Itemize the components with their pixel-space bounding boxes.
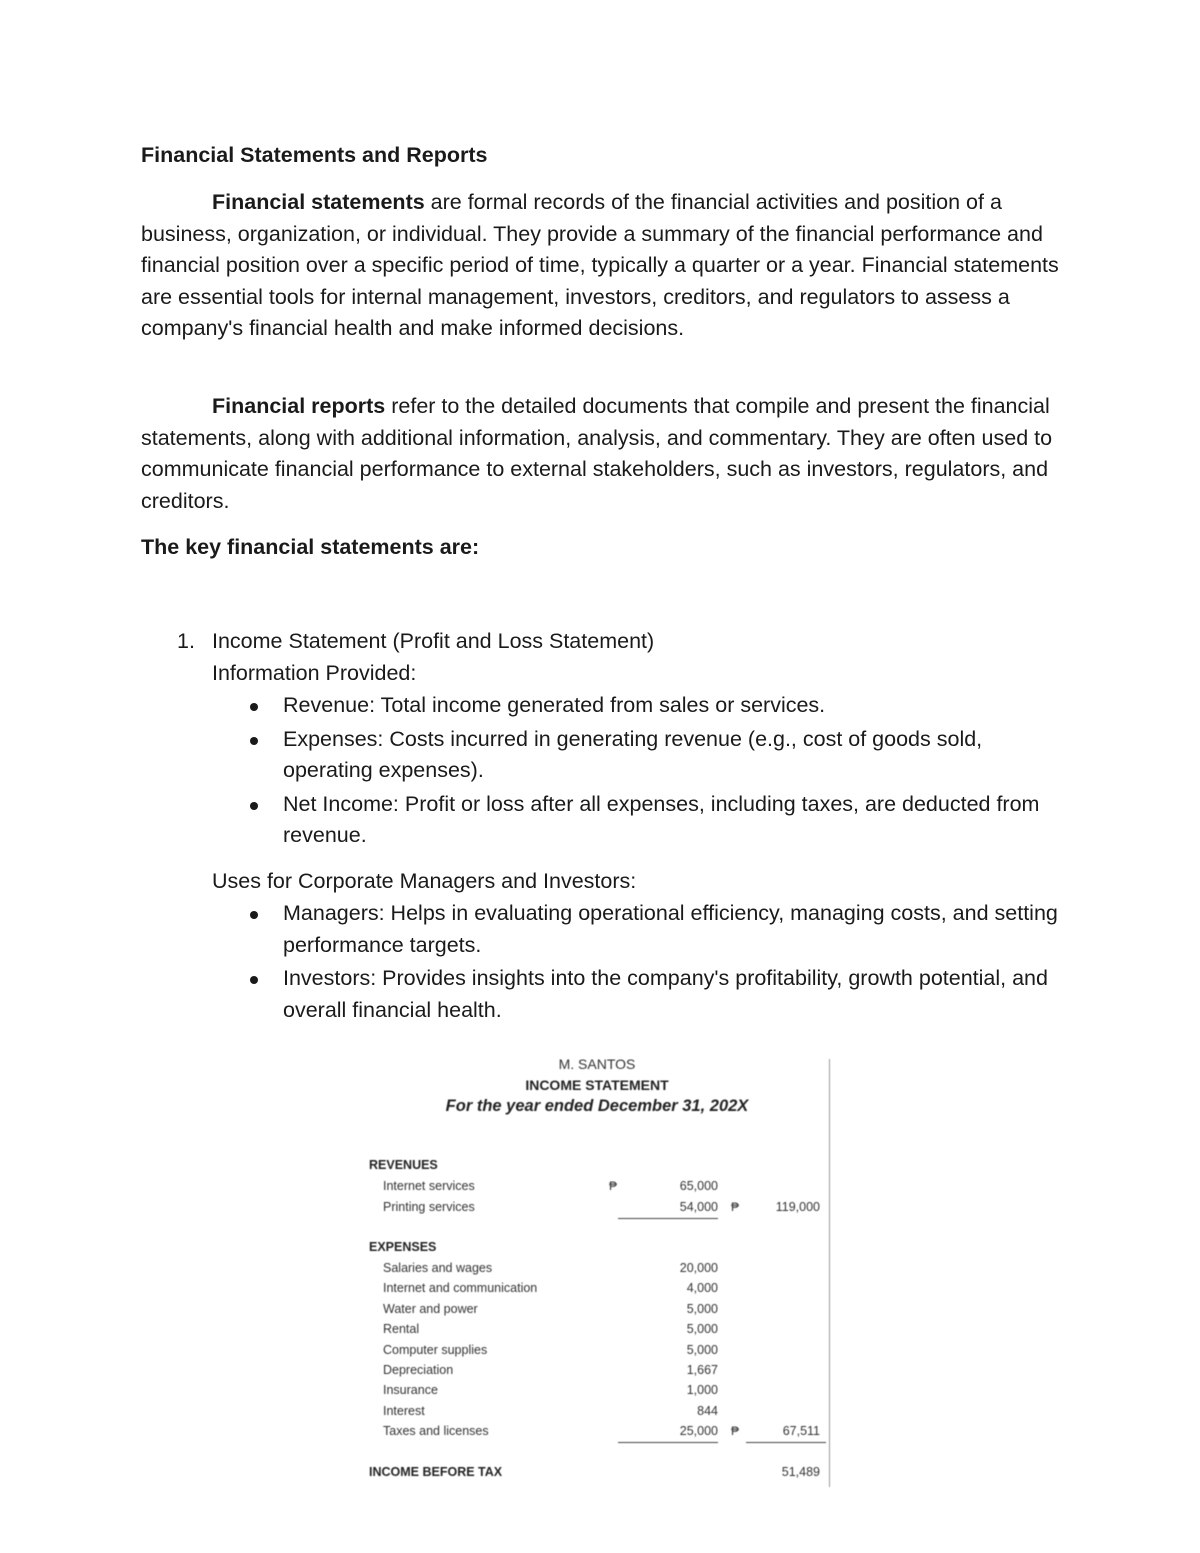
revenues-heading: REVENUES — [369, 1158, 438, 1172]
list-item — [212, 898, 1071, 961]
expense-amount: 1,000 — [686, 1383, 718, 1397]
expense-label: Internet and communication — [383, 1281, 538, 1295]
bullet-text: Expenses: Costs incurred in generating revenue (e.g., cost of goods sold, operating expenses). — [283, 726, 983, 782]
expense-label: Salaries and wages — [383, 1261, 493, 1275]
expense-label: Computer supplies — [383, 1343, 488, 1357]
bullet-text: Revenue: Total income generated from sales or services. — [283, 693, 826, 717]
list-item-title: Income Statement (Profit and Loss Statement) — [212, 629, 655, 653]
bullet-icon — [250, 703, 258, 711]
bullet-text: Managers: Helps in evaluating operational efficiency, managing costs, and setting performance targets. — [283, 901, 1058, 957]
expense-amount: 5,000 — [686, 1343, 718, 1357]
revenue-label: Internet services — [383, 1179, 475, 1193]
info-bullets — [212, 690, 1071, 852]
expense-label: Interest — [383, 1404, 425, 1418]
expense-label: Insurance — [383, 1383, 438, 1397]
company-name: M. SANTOS — [558, 1056, 636, 1072]
expenses-total: 67,511 — [782, 1424, 820, 1438]
revenue-amount: 54,000 — [679, 1200, 718, 1214]
list-item — [212, 963, 1071, 1026]
bullet-icon — [250, 976, 258, 984]
expense-amount: 4,000 — [686, 1281, 718, 1295]
revenues-total: 119,000 — [775, 1200, 820, 1214]
term-financial-reports: Financial reports — [212, 394, 386, 418]
expense-amount: 844 — [697, 1404, 718, 1418]
income-before-tax-amount: 51,489 — [781, 1465, 820, 1479]
document-title: Financial Statements and Reports — [141, 143, 488, 167]
list-item — [212, 789, 1071, 852]
list-number: 1. — [177, 629, 195, 653]
list-item — [212, 724, 1071, 787]
bullet-text: Investors: Provides insights into the company's profitability, growth potential, and overall financial health. — [283, 966, 1048, 1022]
image-border — [829, 1059, 830, 1487]
bullet-text: Net Income: Profit or loss after all expenses, including taxes, are deducted from revenue. — [283, 791, 1040, 847]
expense-label: Depreciation — [383, 1363, 454, 1377]
income-before-tax-label: INCOME BEFORE TAX — [369, 1465, 503, 1479]
total-underline — [746, 1442, 826, 1443]
uses-bullets — [212, 898, 1071, 1026]
revenue-amount: 65,000 — [679, 1179, 718, 1193]
bullet-icon — [250, 802, 258, 810]
subtotal-underline — [618, 1442, 718, 1443]
list-item-income-statement — [141, 626, 1071, 1026]
uses-heading: Uses for Corporate Managers and Investors: — [212, 868, 637, 893]
paragraph-financial-statements — [141, 187, 1066, 345]
expense-label: Rental — [383, 1322, 420, 1336]
key-statements-heading: The key financial statements are: — [141, 535, 480, 559]
expense-label: Taxes and licenses — [383, 1424, 489, 1438]
bullet-icon — [250, 737, 258, 745]
subtotal-underline — [618, 1218, 718, 1219]
paragraph-text: refer to the detailed documents that compile and present the financial statements, along with additional information, analysis, and commentary. They are often used to communicate financial performance to external stakeholders, such as investors, regulators, and creditors. — [141, 394, 1053, 513]
expenses-heading: EXPENSES — [369, 1240, 437, 1254]
currency-symbol: ₱ — [609, 1179, 618, 1193]
bullet-icon — [250, 911, 258, 919]
currency-symbol: ₱ — [731, 1424, 740, 1438]
term-financial-statements: Financial statements — [212, 190, 425, 214]
revenue-label: Printing services — [383, 1200, 475, 1214]
statement-period: For the year ended December 31, 202X — [445, 1097, 749, 1115]
expense-label: Water and power — [383, 1302, 478, 1316]
expense-amount: 20,000 — [679, 1261, 718, 1275]
paragraph-text: are formal records of the financial activities and position of a business, organization, or individual. They provide a summary of the financial performance and financial position over a specific period of time, typically a quarter or a year. Financial statements are essential tools for internal management, investors, creditors, and regulators to assess a company's financial health and make informed decisions. — [141, 190, 1059, 340]
info-provided-heading: Information Provided: — [212, 660, 417, 685]
statements-list — [141, 626, 1071, 1028]
income-statement-image — [366, 1055, 834, 1487]
expense-amount: 1,667 — [686, 1363, 718, 1377]
expense-amount: 5,000 — [686, 1302, 718, 1316]
paragraph-financial-reports — [141, 391, 1066, 517]
currency-symbol: ₱ — [731, 1200, 740, 1214]
expense-amount: 25,000 — [679, 1424, 718, 1438]
list-item — [212, 690, 1071, 722]
expense-amount: 5,000 — [686, 1322, 718, 1336]
statement-title: INCOME STATEMENT — [525, 1077, 669, 1093]
